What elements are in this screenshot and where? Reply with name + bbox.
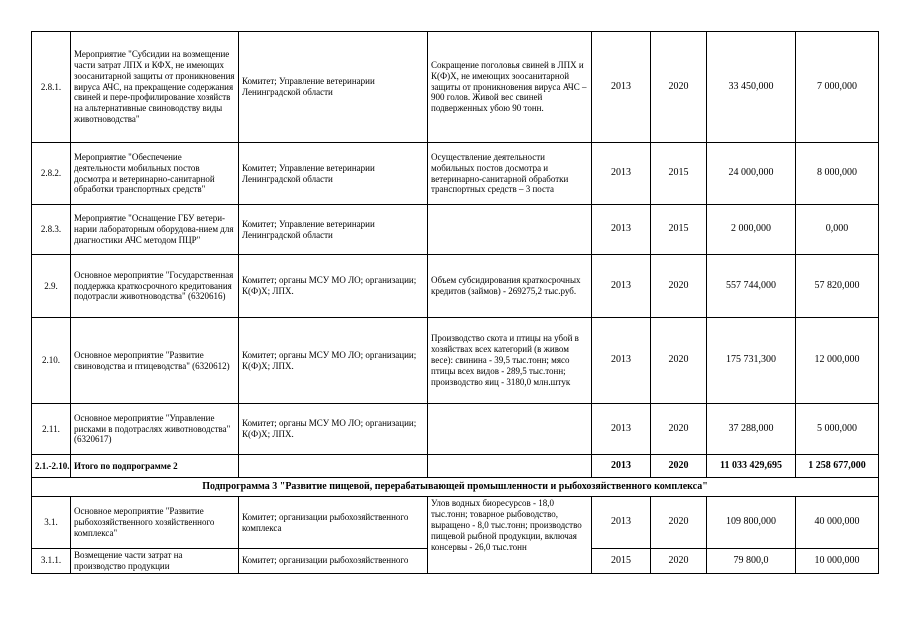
row-number: 2.10. (32, 318, 71, 404)
row-number: 2.8.3. (32, 205, 71, 255)
start-year-cell: 2013 (592, 205, 651, 255)
activity-cell: Мероприятие "Обеспечение деятельности мобильных постов досмотра и ветеринарно-санитарной обработки транспортных средств" (71, 143, 239, 205)
executor-cell: Комитет; Управление ветеринарии Ленинградской области (239, 32, 428, 143)
total-funding-cell: 33 450,000 (707, 32, 796, 143)
end-year-cell: 2020 (651, 404, 707, 455)
executor-cell: Комитет; организации рыбохозяйственного комплекса (239, 497, 428, 549)
section-title: Подпрограмма 3 "Развитие пищевой, перерабатывающей промышленности и рыбохозяйственного комплекса" (32, 478, 879, 497)
total-funding-cell: 557 744,000 (707, 255, 796, 318)
subtotal-label: Итого по подпрограмме 2 (71, 455, 239, 478)
end-year-cell: 2015 (651, 143, 707, 205)
result-cell: Сокращение поголовья свиней в ЛПХ и К(Ф)Х, не имеющих зоосанитарной защиты от проникновения вируса АЧС – 900 голов. Живой вес свиней подверженных убою 90 тонн. (428, 32, 592, 143)
subtotal-row (32, 455, 879, 478)
empty-cell (239, 455, 428, 478)
end-year-cell: 2020 (651, 32, 707, 143)
start-year-cell: 2013 (592, 318, 651, 404)
start-year-cell: 2013 (592, 32, 651, 143)
result-cell: Производство скота и птицы на убой в хозяйствах всех категорий (в живом весе): свинина - 39,5 тыс.тонн; мясо птицы всех видов - 289,5 тыс.тонн; производство яиц - 3180,0 млн.штук (428, 318, 592, 404)
result-cell: Объем субсидирования краткосрочных кредитов (займов) - 269275,2 тыс.руб. (428, 255, 592, 318)
empty-cell (428, 455, 592, 478)
total-funding-cell: 175 731,300 (707, 318, 796, 404)
total-funding-cell: 79 800,0 (707, 549, 796, 574)
result-cell: Осуществление деятельности мобильных постов досмотра и ветеринарно-санитарной обработки транспортных средств – 3 поста (428, 143, 592, 205)
row-number: 2.11. (32, 404, 71, 455)
activity-cell: Мероприятие "Субсидии на возмещение части затрат ЛПХ и КФХ, не имеющих зоосанитарной защиты от проникновения вируса АЧС, на прекращение содержания свиней и пере-профилирование хозяйств на альтернативные свиноводству виды животноводства" (71, 32, 239, 143)
result-cell (428, 205, 592, 255)
result-cell (428, 404, 592, 455)
end-year-cell: 2020 (651, 549, 707, 574)
result-cell: Улов водных биоресурсов - 18,0 тыс.тонн; товарное рыбоводство, выращено - 8,0 тыс.тонн; производство пищевой рыбной продукции, включая консервы - 26,0 тыс.тонн (428, 497, 592, 574)
subtotal-total-funding: 11 033 429,695 (707, 455, 796, 478)
total-funding-cell: 37 288,000 (707, 404, 796, 455)
end-year-cell: 2020 (651, 497, 707, 549)
row-number: 2.9. (32, 255, 71, 318)
budget-funding-cell: 5 000,000 (796, 404, 879, 455)
start-year-cell: 2013 (592, 497, 651, 549)
subtotal-budget-funding: 1 258 677,000 (796, 455, 879, 478)
row-number: 2.8.1. (32, 32, 71, 143)
table-row (32, 318, 879, 404)
row-number: 2.8.2. (32, 143, 71, 205)
executor-cell: Комитет; органы МСУ МО ЛО; организации; К(Ф)Х; ЛПХ. (239, 255, 428, 318)
row-number: 3.1.1. (32, 549, 71, 574)
budget-funding-cell: 0,000 (796, 205, 879, 255)
executor-cell: Комитет; Управление ветеринарии Ленинградской области (239, 143, 428, 205)
activity-cell: Основное мероприятие "Государственная поддержка краткосрочного кредитования подотрасли животноводства" (6320616) (71, 255, 239, 318)
budget-funding-cell: 40 000,000 (796, 497, 879, 549)
budget-funding-cell: 7 000,000 (796, 32, 879, 143)
executor-cell: Комитет; органы МСУ МО ЛО; организации; К(Ф)Х; ЛПХ. (239, 404, 428, 455)
table-row (32, 32, 879, 143)
subtotal-end-year: 2020 (651, 455, 707, 478)
table-row (32, 255, 879, 318)
total-funding-cell: 24 000,000 (707, 143, 796, 205)
executor-cell: Комитет; органы МСУ МО ЛО; организации; К(Ф)Х; ЛПХ. (239, 318, 428, 404)
budget-funding-cell: 8 000,000 (796, 143, 879, 205)
start-year-cell: 2013 (592, 404, 651, 455)
section-header-row (32, 478, 879, 497)
start-year-cell: 2015 (592, 549, 651, 574)
total-funding-cell: 2 000,000 (707, 205, 796, 255)
budget-funding-cell: 12 000,000 (796, 318, 879, 404)
total-funding-cell: 109 800,000 (707, 497, 796, 549)
subtotal-start-year: 2013 (592, 455, 651, 478)
table-row (32, 205, 879, 255)
activity-cell: Мероприятие "Оснащение ГБУ ветери-нарии лабораторным оборудова-нием для диагностики АЧС методом ПЦР" (71, 205, 239, 255)
activity-cell: Основное мероприятие "Развитие рыбохозяйственного хозяйственного комплекса" (71, 497, 239, 549)
row-number: 3.1. (32, 497, 71, 549)
end-year-cell: 2015 (651, 205, 707, 255)
subtotal-number: 2.1.-2.10. (32, 455, 71, 478)
table-row (32, 497, 879, 549)
executor-cell: Комитет; Управление ветеринарии Ленинградской области (239, 205, 428, 255)
end-year-cell: 2020 (651, 318, 707, 404)
budget-funding-cell: 10 000,000 (796, 549, 879, 574)
program-table (31, 31, 879, 574)
budget-funding-cell: 57 820,000 (796, 255, 879, 318)
activity-cell: Основное мероприятие "Управление рисками в подотраслях животноводства" (6320617) (71, 404, 239, 455)
start-year-cell: 2013 (592, 143, 651, 205)
table-row (32, 143, 879, 205)
start-year-cell: 2013 (592, 255, 651, 318)
table-row (32, 404, 879, 455)
executor-cell: Комитет; организации рыбохозяйственного (239, 549, 428, 574)
activity-cell: Основное мероприятие "Развитие свиноводства и птицеводства" (6320612) (71, 318, 239, 404)
activity-cell: Возмещение части затрат на производство продукции (71, 549, 239, 574)
end-year-cell: 2020 (651, 255, 707, 318)
